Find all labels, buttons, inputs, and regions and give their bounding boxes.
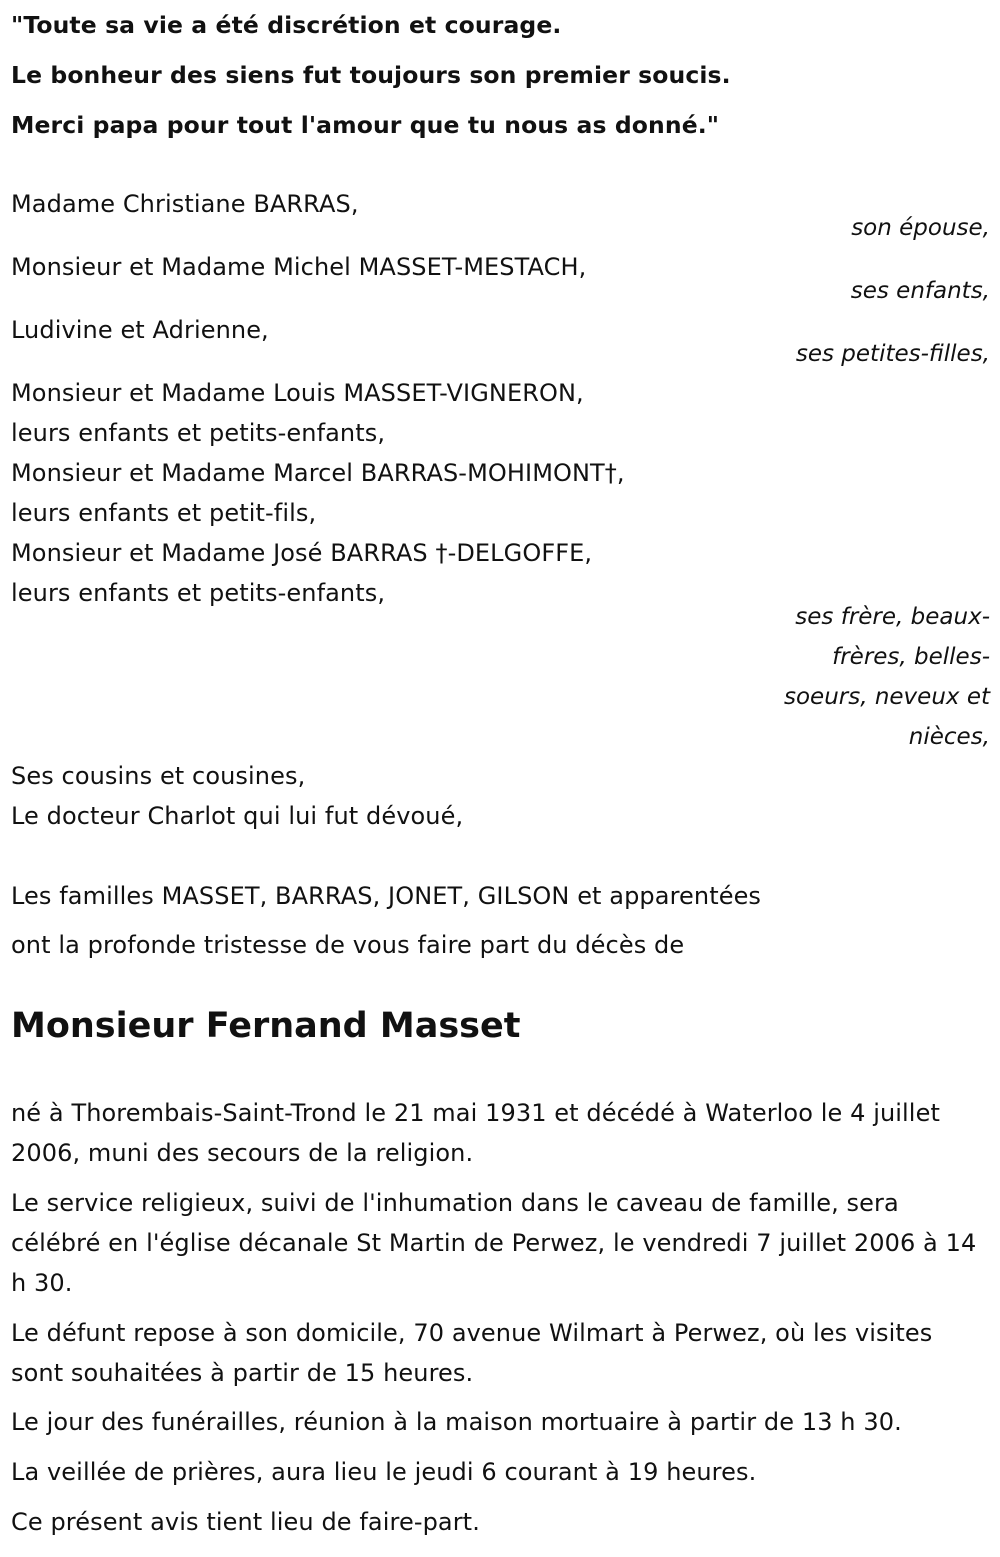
quote-line-1: "Toute sa vie a été discrétion et courage.	[11, 11, 562, 39]
grandchildren-role: ses petites-filles,	[795, 341, 990, 367]
notice-paragraph: Ce présent avis tient lieu de faire-part.	[11, 1508, 480, 1536]
siblings-line-1: Monsieur et Madame Louis MASSET-VIGNERON,	[11, 379, 584, 407]
siblings-line-2: leurs enfants et petits-enfants,	[11, 419, 386, 447]
deceased-name: Monsieur Fernand Masset	[11, 1006, 521, 1046]
quote-line-2: Le bonheur des siens fut toujours son premier soucis.	[11, 61, 731, 89]
spouse-role: son épouse,	[851, 215, 990, 241]
children-name: Monsieur et Madame Michel MASSET-MESTACH,	[11, 253, 587, 281]
siblings-role-1: ses frère, beaux-	[795, 604, 990, 630]
doctor: Le docteur Charlot qui lui fut dévoué,	[11, 802, 464, 830]
funeral-day-paragraph: Le jour des funérailles, réunion à la maison mortuaire à partir de 13 h 30.	[11, 1408, 902, 1436]
siblings-line-5: Monsieur et Madame José BARRAS †-DELGOFFE,	[11, 539, 593, 567]
siblings-role-2: frères, belles-	[832, 644, 990, 670]
birth-death-paragraph: né à Thorembais-Saint-Trond le 21 mai 1931 et décédé à Waterloo le 4 juillet 2006, muni des secours de la religion.	[11, 1099, 940, 1167]
quote-line-3: Merci papa pour tout l'amour que tu nous as donné."	[11, 111, 720, 139]
grandchildren-name: Ludivine et Adrienne,	[11, 316, 269, 344]
service-paragraph: Le service religieux, suivi de l'inhumation dans le caveau de famille, sera célébré en l'église décanale St Martin de Perwez, le vendredi 7 juillet 2006 à 14 h 30.	[11, 1189, 977, 1297]
siblings-role-3: soeurs, neveux et	[783, 684, 990, 710]
announcement: ont la profonde tristesse de vous faire part du décès de	[11, 931, 685, 959]
children-role: ses enfants,	[850, 278, 990, 304]
rest-paragraph: Le défunt repose à son domicile, 70 avenue Wilmart à Perwez, où les visites sont souhaitées à partir de 15 heures.	[11, 1319, 933, 1387]
spouse-name: Madame Christiane BARRAS,	[11, 190, 359, 218]
families: Les familles MASSET, BARRAS, JONET, GILSON et apparentées	[11, 882, 762, 910]
siblings-line-3: Monsieur et Madame Marcel BARRAS-MOHIMONT†,	[11, 459, 625, 487]
vigil-paragraph: La veillée de prières, aura lieu le jeudi 6 courant à 19 heures.	[11, 1458, 757, 1486]
siblings-line-6: leurs enfants et petits-enfants,	[11, 579, 386, 607]
cousins: Ses cousins et cousines,	[11, 762, 306, 790]
siblings-line-4: leurs enfants et petit-fils,	[11, 499, 317, 527]
siblings-role-4: nièces,	[908, 724, 990, 750]
